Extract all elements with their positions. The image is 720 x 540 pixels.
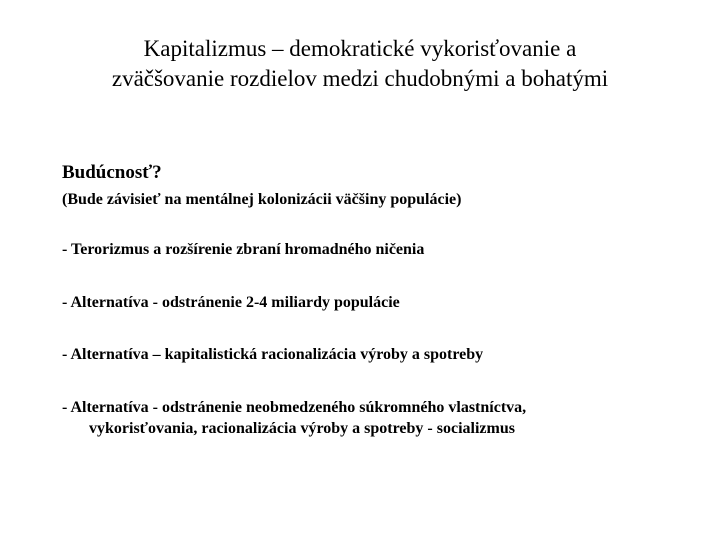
bullet-alternative-socialism: - Alternatíva - odstránenie neobmedzeného súkromného vlastníctva, (62, 399, 527, 416)
bullet-alternative-capitalist: - Alternatíva – kapitalistická racionalizácia výroby a spotreby (62, 346, 484, 363)
slide-title-line-1: Kapitalizmus – demokratické vykorisťovanie a (143, 36, 577, 61)
bullet-alternative-population: - Alternatíva - odstránenie 2-4 miliardy populácie (62, 294, 400, 311)
future-heading: Budúcnosť? (62, 162, 162, 183)
bullet-terrorism: - Terorizmus a rozšírenie zbraní hromadného ničenia (62, 241, 425, 258)
bullet-alternative-socialism-continuation: vykorisťovania, racionalizácia výroby a spotreby - socializmus (89, 420, 515, 437)
future-note: (Bude závisieť na mentálnej kolonizácii väčšiny populácie) (62, 191, 462, 208)
slide-title (0, 34, 720, 94)
slide-title-line-2: zväčšovanie rozdielov medzi chudobnými a bohatými (111, 66, 609, 91)
